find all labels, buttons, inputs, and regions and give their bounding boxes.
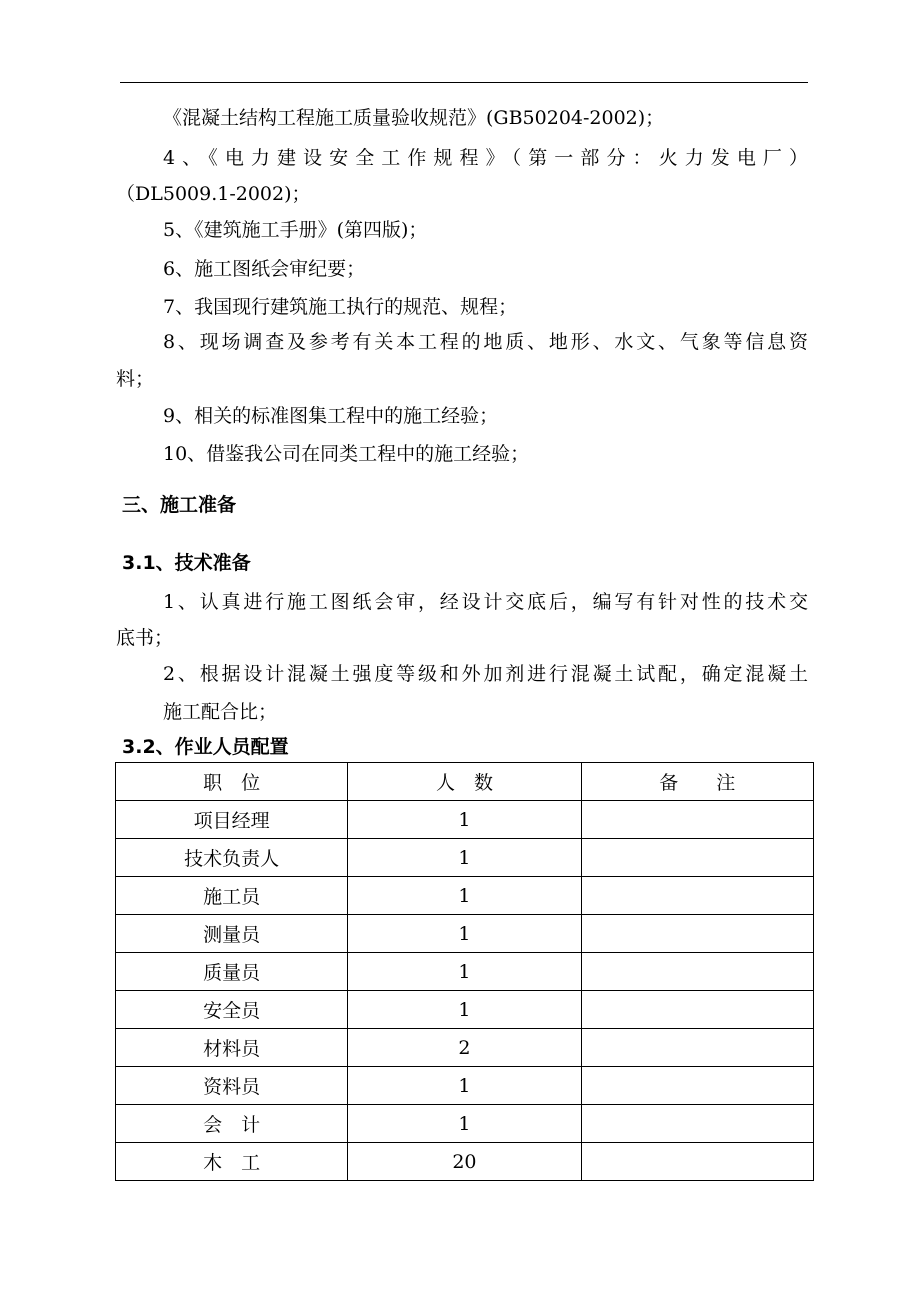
table-header-row [116, 763, 814, 801]
cell-note [581, 839, 813, 877]
table-row [116, 991, 814, 1029]
reference-item-8-line2: 料； [116, 368, 155, 390]
tech-prep-item-2-line2: 施工配合比； [163, 701, 278, 723]
reference-item-3: 《混凝土结构工程施工质量验收规范》(GB50204-2002)； [163, 107, 665, 129]
cell-count: 1 [348, 915, 581, 953]
cell-note [581, 1067, 813, 1105]
reference-item-4-line2: （DL5009.1-2002)； [116, 183, 311, 205]
cell-position: 项目经理 [116, 801, 348, 839]
cell-count: 1 [348, 991, 581, 1029]
table-row [116, 1143, 814, 1181]
header-count: 人 数 [348, 763, 581, 801]
cell-count: 1 [348, 1105, 581, 1143]
table-row [116, 839, 814, 877]
subsection-heading-technical-prep: 3.1、技术准备 [122, 552, 251, 574]
cell-note [581, 915, 813, 953]
tech-prep-item-1-line1: 1、认真进行施工图纸会审，经设计交底后，编写有针对性的技术交 [163, 591, 808, 613]
cell-note [581, 991, 813, 1029]
cell-count: 1 [348, 877, 581, 915]
cell-note [581, 1143, 813, 1181]
cell-count: 1 [348, 839, 581, 877]
reference-item-8-line1: 8、现场调查及参考有关本工程的地质、地形、水文、气象等信息资 [163, 331, 808, 353]
reference-item-9: 9、相关的标准图集工程中的施工经验； [163, 405, 499, 427]
staff-table [115, 762, 814, 1181]
cell-position: 安全员 [116, 991, 348, 1029]
reference-item-10: 10、借鉴我公司在同类工程中的施工经验； [163, 443, 530, 465]
cell-note [581, 1105, 813, 1143]
reference-item-5: 5、《建筑施工手册》(第四版)； [163, 219, 428, 241]
reference-item-4-line1: 4、《电力建设安全工作规程》（第一部分：火力发电厂） [163, 147, 808, 169]
cell-note [581, 953, 813, 991]
cell-note [581, 801, 813, 839]
cell-position: 会 计 [116, 1105, 348, 1143]
header-position: 职 位 [116, 763, 348, 801]
subsection-heading-staff-config: 3.2、作业人员配置 [122, 736, 289, 758]
table-row [116, 801, 814, 839]
section-heading-construction-prep: 三、施工准备 [122, 494, 237, 516]
tech-prep-item-2-line1: 2、根据设计混凝土强度等级和外加剂进行混凝土试配，确定混凝土 [163, 663, 808, 685]
cell-position: 材料员 [116, 1029, 348, 1067]
table-row [116, 953, 814, 991]
cell-count: 1 [348, 1067, 581, 1105]
table-row [116, 1105, 814, 1143]
tech-prep-item-1-line2: 底书； [116, 627, 174, 649]
cell-position: 技术负责人 [116, 839, 348, 877]
cell-position: 质量员 [116, 953, 348, 991]
table-row [116, 1067, 814, 1105]
header-rule [120, 82, 808, 83]
cell-note [581, 1029, 813, 1067]
table-row [116, 1029, 814, 1067]
cell-count: 2 [348, 1029, 581, 1067]
table-row [116, 877, 814, 915]
cell-note [581, 877, 813, 915]
cell-position: 木 工 [116, 1143, 348, 1181]
table-row [116, 915, 814, 953]
cell-count: 1 [348, 801, 581, 839]
cell-count: 20 [348, 1143, 581, 1181]
cell-position: 测量员 [116, 915, 348, 953]
reference-item-7: 7、我国现行建筑施工执行的规范、规程； [163, 296, 518, 318]
cell-position: 资料员 [116, 1067, 348, 1105]
reference-item-6: 6、施工图纸会审纪要； [163, 258, 366, 280]
cell-position: 施工员 [116, 877, 348, 915]
header-note: 备 注 [581, 763, 813, 801]
cell-count: 1 [348, 953, 581, 991]
